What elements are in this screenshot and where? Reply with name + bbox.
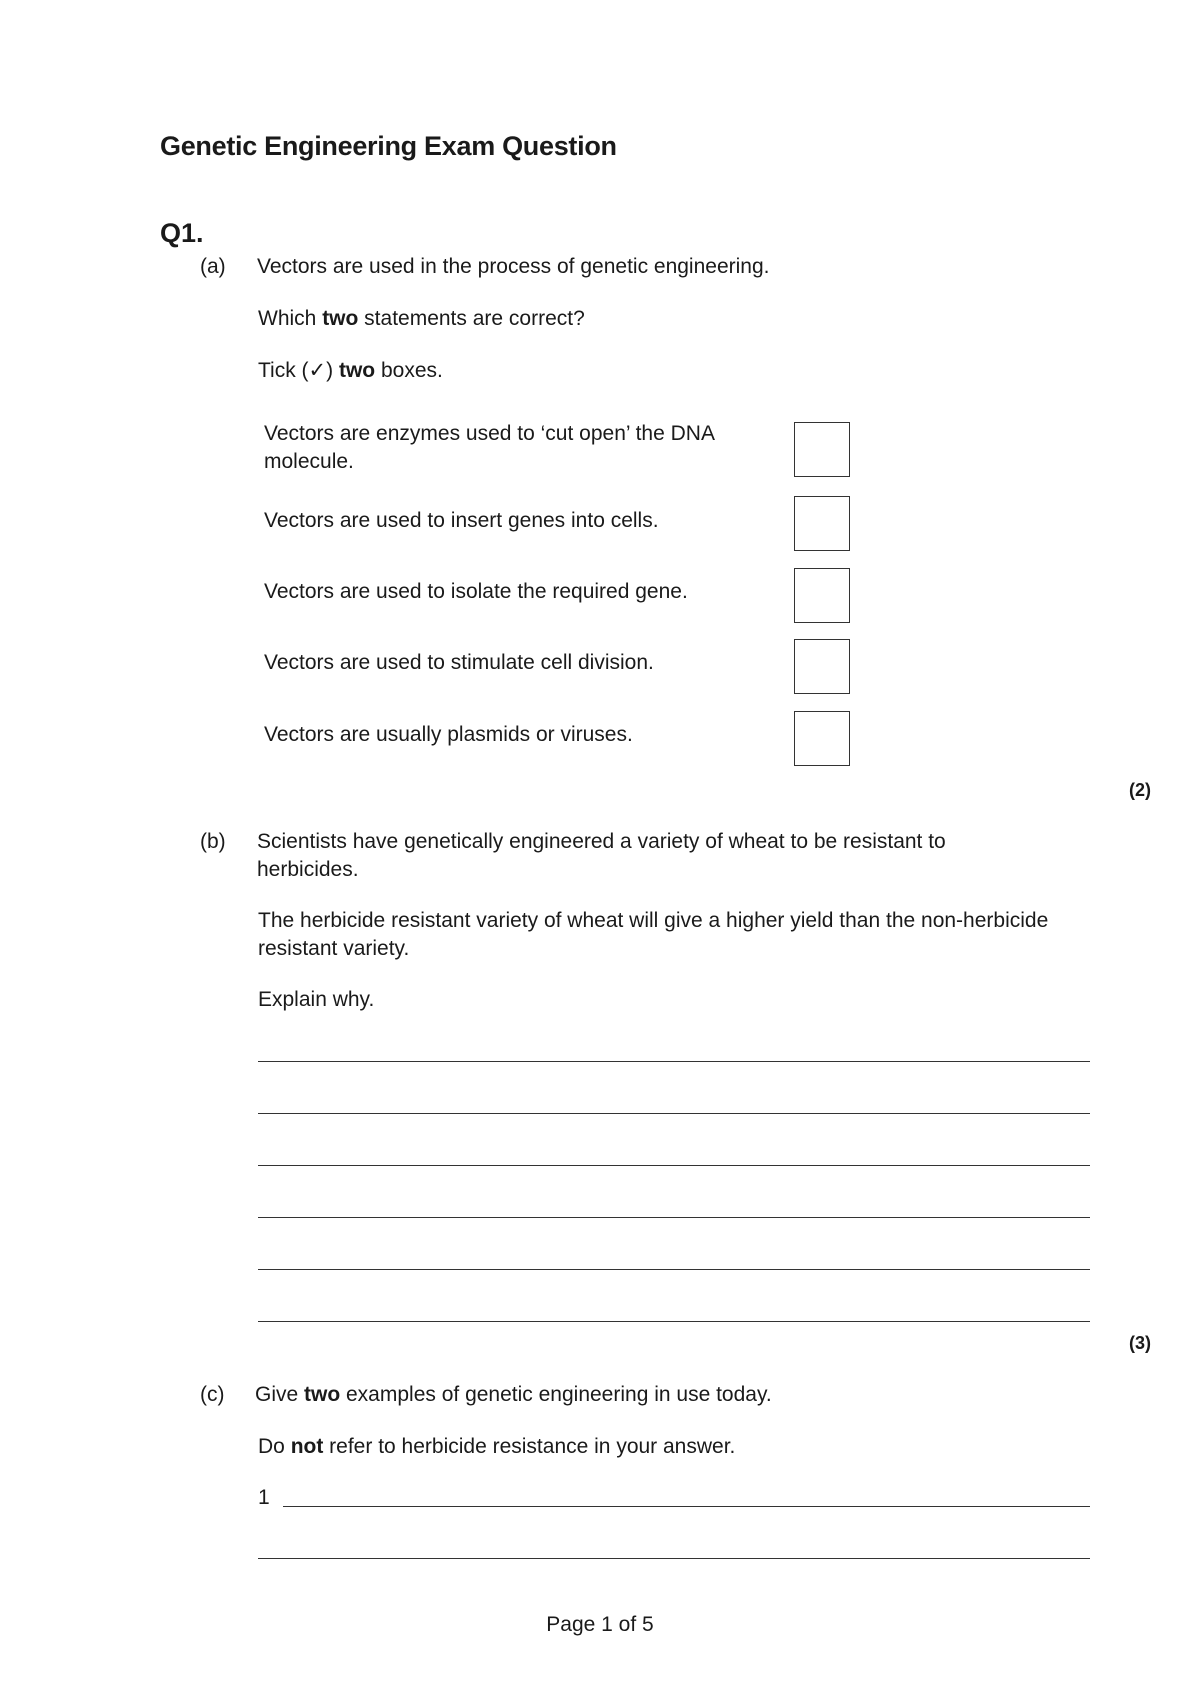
part-b-text-1: Scientists have genetically engineered a variety of wheat to be resistant to herbicides. — [257, 830, 946, 881]
answer-line-b2[interactable] — [258, 1113, 1090, 1114]
page-footer: Page 1 of 5 — [546, 1613, 654, 1636]
part-b-marks: (3) — [1129, 1333, 1151, 1353]
tick-box-1[interactable] — [794, 422, 850, 477]
statement-2: Vectors are used to insert genes into cells. — [264, 509, 659, 532]
part-c-text-2: Do not refer to herbicide resistance in your answer. — [258, 1435, 736, 1458]
answer-line-b5[interactable] — [258, 1269, 1090, 1270]
part-a-label: (a) — [200, 255, 226, 278]
part-c-label: (c) — [200, 1383, 225, 1406]
part-b-text-2: The herbicide resistant variety of wheat will give a higher yield than the non-herbicide resistant variety. — [258, 909, 1049, 960]
tick-box-5[interactable] — [794, 711, 850, 766]
tick-box-2[interactable] — [794, 496, 850, 551]
answer-line-c1[interactable] — [283, 1506, 1090, 1507]
part-b-text-3: Explain why. — [258, 988, 375, 1011]
answer-line-b4[interactable] — [258, 1217, 1090, 1218]
part-a-instruction: Tick (✓) two boxes. — [258, 359, 443, 382]
tick-box-4[interactable] — [794, 639, 850, 694]
question-number: Q1. — [160, 218, 204, 248]
statement-1: Vectors are enzymes used to ‘cut open’ the DNA molecule. — [264, 422, 714, 473]
page-title: Genetic Engineering Exam Question — [160, 131, 617, 161]
part-a-marks: (2) — [1129, 780, 1151, 800]
part-b-label: (b) — [200, 830, 226, 853]
statement-4: Vectors are used to stimulate cell division. — [264, 651, 654, 674]
part-a-intro: Vectors are used in the process of genetic engineering. — [257, 255, 770, 278]
answer-line-b3[interactable] — [258, 1165, 1090, 1166]
answer-line-c2[interactable] — [258, 1558, 1090, 1559]
part-c-text-1: Give two examples of genetic engineering in use today. — [255, 1383, 772, 1406]
statement-3: Vectors are used to isolate the required gene. — [264, 580, 688, 603]
statement-5: Vectors are usually plasmids or viruses. — [264, 723, 633, 746]
part-a-prompt: Which two statements are correct? — [258, 307, 585, 330]
tick-box-3[interactable] — [794, 568, 850, 623]
answer-line-b6[interactable] — [258, 1321, 1090, 1322]
answer-number-1: 1 — [258, 1486, 270, 1509]
answer-line-b1[interactable] — [258, 1061, 1090, 1062]
